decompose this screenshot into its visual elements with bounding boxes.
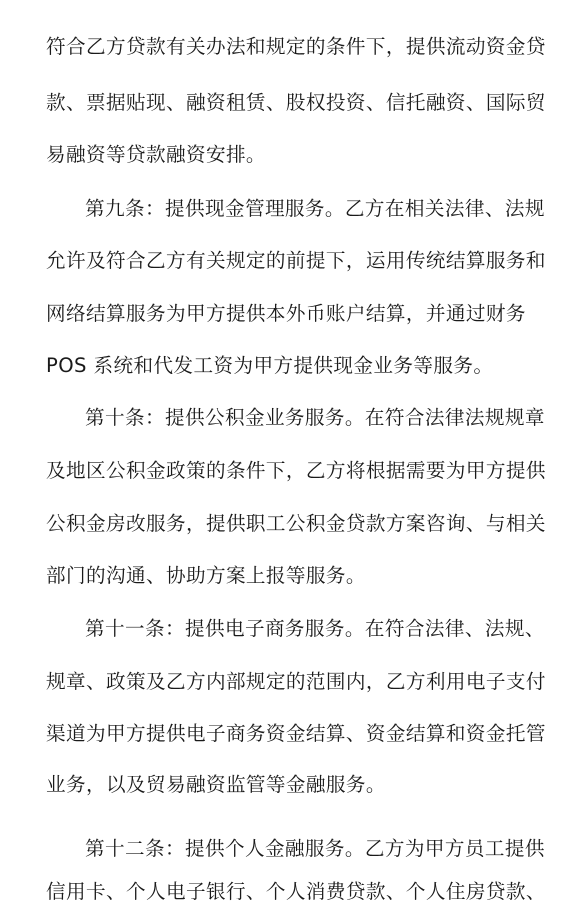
text-line: 信用卡、个人电子银行、个人消费贷款、个人住房贷款、	[46, 880, 546, 903]
text-line: 规章、政策及乙方内部规定的范围内，乙方利用电子支付	[46, 670, 546, 693]
text-line: 符合乙方贷款有关办法和规定的条件下，提供流动资金贷	[46, 35, 546, 58]
article-12-heading-line: 第十二条：提供个人金融服务。乙方为甲方员工提供	[85, 837, 545, 860]
text-line: 款、票据贴现、融资租赁、股权投资、信托融资、国际贸	[46, 91, 546, 114]
article-10-heading-line: 第十条：提供公积金业务服务。在符合法律法规规章	[85, 406, 545, 429]
text-line: 业务，以及贸易融资监管等金融服务。	[46, 773, 386, 796]
text-line: 公积金房改服务，提供职工公积金贷款方案咨询、与相关	[46, 512, 546, 535]
article-11-heading-line: 第十一条：提供电子商务服务。在符合法律、法规、	[85, 617, 545, 640]
article-9-heading-line: 第九条：提供现金管理服务。乙方在相关法律、法规	[85, 197, 545, 220]
text-line: 渠道为甲方提供电子商务资金结算、资金结算和资金托管	[46, 722, 546, 745]
text-line: 易融资等贷款融资安排。	[46, 143, 266, 166]
text-line: 网络结算服务为甲方提供本外币账户结算，并通过财务	[46, 302, 526, 325]
text-line: 及地区公积金政策的条件下，乙方将根据需要为甲方提供	[46, 459, 546, 482]
text-line: 允许及符合乙方有关规定的前提下，运用传统结算服务和	[46, 249, 546, 272]
text-line: 部门的沟通、协助方案上报等服务。	[46, 564, 366, 587]
text-line: POS 系统和代发工资为甲方提供现金业务等服务。	[46, 354, 494, 377]
